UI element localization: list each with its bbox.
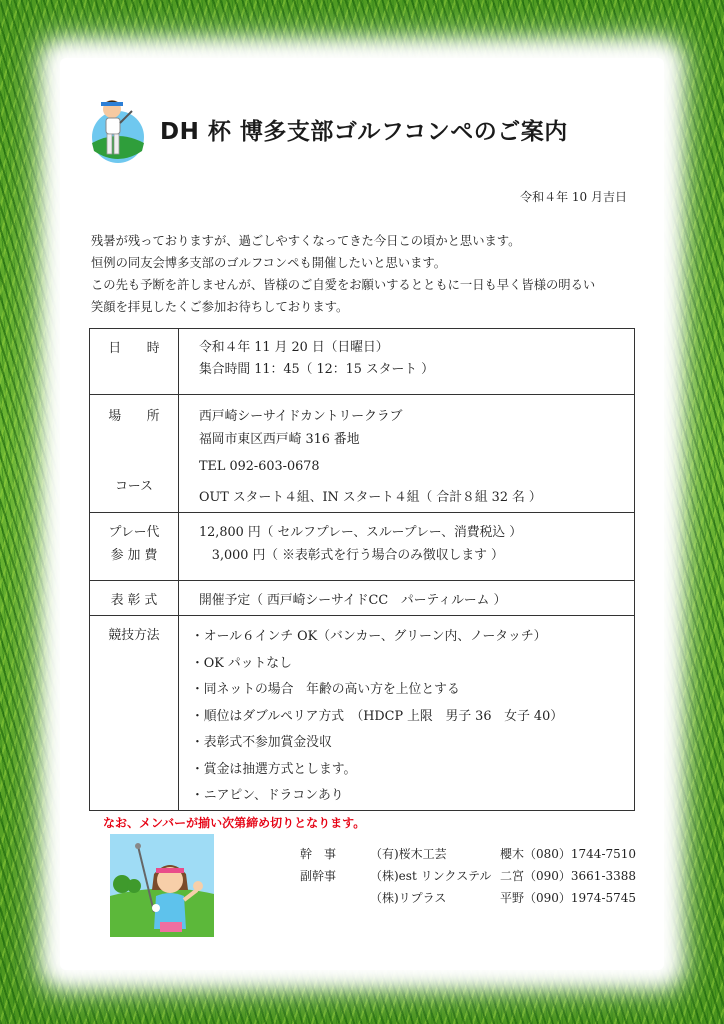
rule-item: ・オール６インチ OK（バンカー、グリーン内、ノータッチ）	[191, 629, 547, 644]
play-fee-label: プレー代	[108, 525, 160, 540]
rule-item: ・OK パットなし	[191, 655, 292, 671]
issue-date: 令和４年 10 月吉日	[520, 190, 627, 204]
venue-name: 西戸崎シーサイドカントリークラブ	[199, 409, 403, 424]
contact-role: 幹 事	[300, 847, 337, 861]
deadline-note: なお、メンバーが揃い次第締め切りとなります。	[103, 816, 366, 830]
venue-row	[90, 395, 635, 513]
contact-org: （株)リプラス	[370, 891, 447, 905]
schedule-time: 集合時間 11：45（ 12：15 スタート ）	[199, 362, 434, 377]
rule-item: ・賞金は抽選方式とします。	[191, 761, 357, 777]
entry-fee-label: 参 加 費	[110, 548, 158, 563]
rules-row	[90, 616, 635, 811]
contact-org: （株)est リンクステル	[370, 869, 492, 883]
female-golfer-illustration	[110, 834, 214, 937]
contact-tel: 平野（090）1974-5745	[500, 891, 637, 905]
fees-row	[90, 513, 635, 581]
ceremony-text: 開催予定（ 西戸崎シーサイドCC パーティルーム ）	[199, 593, 507, 608]
schedule-label-text: 日 時	[108, 341, 160, 356]
schedule-row	[90, 329, 635, 395]
intro-line: 残暑が残っておりますが、過ごしやすくなってきた今日この頃かと思います。	[91, 234, 521, 248]
schedule-value	[179, 329, 635, 395]
fees-label	[90, 513, 179, 581]
venue-address: 福岡市東区西戸崎 316 番地	[199, 432, 360, 447]
event-info-table	[89, 328, 635, 811]
rule-item: ・順位はダブルペリア方式 （HDCP 上限 男子 36 女子 40）	[191, 708, 564, 724]
rules-value	[179, 616, 635, 811]
contact-tel: 櫻木（080）1744-7510	[500, 847, 637, 861]
entry-fee: 3,000 円（ ※表彰式を行う場合のみ徴収します ）	[199, 548, 504, 563]
ceremony-row	[90, 581, 635, 616]
play-fee: 12,800 円（ セルフプレー、スループレー、消費税込 ）	[199, 525, 523, 540]
golfer-logo	[88, 97, 148, 163]
intro-paragraph	[91, 230, 651, 318]
ceremony-value	[179, 581, 635, 616]
intro-line: 恒例の同友会博多支部のゴルフコンペも開催したいと思います。	[91, 256, 447, 270]
rule-item: ・表彰式不参加賞金没収	[191, 735, 332, 750]
fees-value	[179, 513, 635, 581]
intro-line: この先も予断を許しませんが、皆様のご自愛をお願いするとともに一日も早く皆様の明るい	[91, 278, 596, 292]
venue-label-text: 場 所	[108, 409, 160, 424]
venue-label	[90, 395, 179, 513]
contact-org: （有)桜木工芸	[370, 847, 447, 861]
intro-line: 笑顔を拝見したくご参加お待ちしております。	[91, 300, 349, 314]
rules-label-text: 競技方法	[108, 628, 160, 643]
ceremony-label-text: 表 彰 式	[110, 593, 158, 608]
course-text: OUT スタート４組、IN スタート４組（ 合計８組 32 名 ）	[199, 490, 542, 505]
rule-item: ・同ネットの場合 年齢の高い方を上位とする	[191, 682, 460, 697]
schedule-date: 令和４年 11 月 20 日（日曜日）	[199, 340, 389, 355]
ceremony-label	[90, 581, 179, 616]
rule-item: ・ニアピン、ドラコンあり	[191, 788, 344, 803]
venue-tel: TEL 092-603-0678	[199, 459, 320, 474]
page-title: DH 杯 博多支部ゴルフコンペのご案内	[160, 119, 568, 145]
rules-label	[90, 616, 179, 811]
schedule-label	[90, 329, 179, 395]
course-label: コース	[115, 479, 153, 494]
contact-role: 副幹事	[300, 869, 337, 883]
contact-tel: 二宮（090）3661-3388	[500, 869, 637, 883]
venue-value	[179, 395, 635, 513]
